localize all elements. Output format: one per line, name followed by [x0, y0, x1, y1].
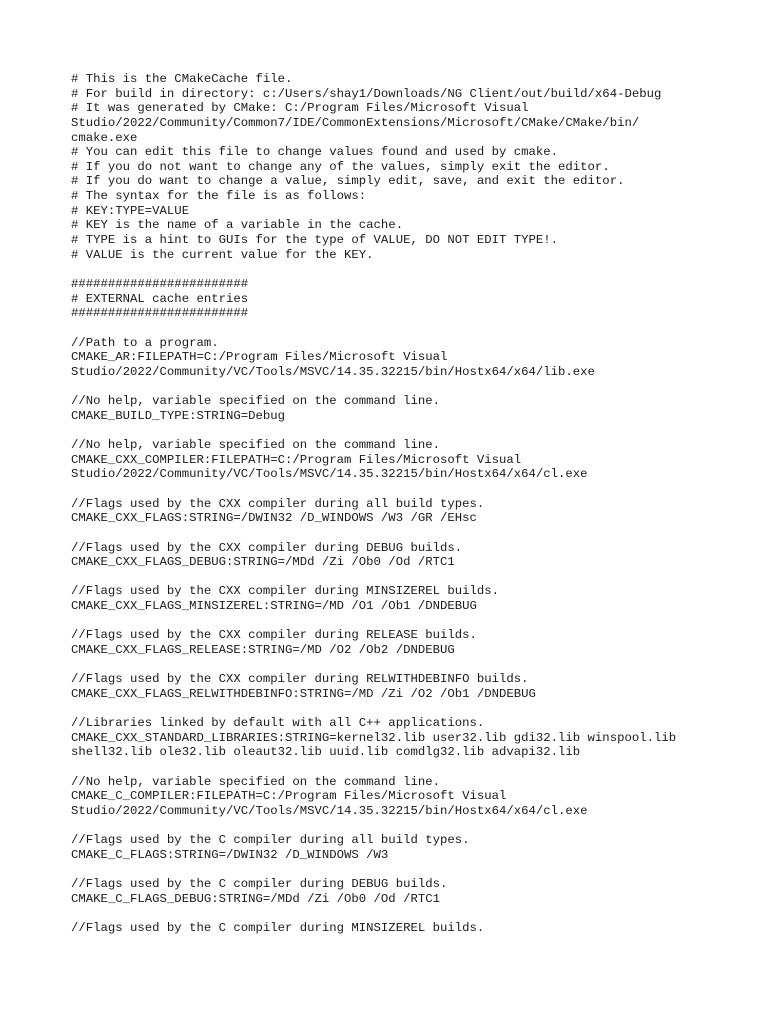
text-line [71, 423, 761, 438]
text-line: CMAKE_CXX_FLAGS_RELWITHDEBINFO:STRING=/MD /Zi /O2 /Ob1 /DNDEBUG [71, 686, 536, 701]
text-line: //No help, variable specified on the command line. [71, 438, 440, 453]
text-line: # VALUE is the current value for the KEY. [71, 247, 374, 262]
text-line [71, 760, 761, 775]
text-line: # EXTERNAL cache entries [71, 291, 249, 306]
text-line: CMAKE_C_COMPILER:FILEPATH=C:/Program Files/Microsoft Visual [71, 789, 507, 804]
text-line: //No help, variable specified on the command line. [71, 394, 440, 409]
text-line: ######################## [71, 276, 249, 291]
text-line: //Flags used by the CXX compiler during RELEASE builds. [71, 628, 477, 643]
text-line: Studio/2022/Community/VC/Tools/MSVC/14.35.32215/bin/Hostx64/x64/lib.exe [71, 364, 595, 379]
text-line: CMAKE_C_FLAGS_DEBUG:STRING=/MDd /Zi /Ob0 /Od /RTC1 [71, 891, 440, 906]
text-line [71, 863, 761, 878]
text-line: Studio/2022/Community/VC/Tools/MSVC/14.35.32215/bin/Hostx64/x64/cl.exe [71, 467, 588, 482]
text-line: CMAKE_BUILD_TYPE:STRING=Debug [71, 408, 286, 423]
text-line [71, 907, 761, 922]
text-line: CMAKE_CXX_FLAGS_RELEASE:STRING=/MD /O2 /Ob2 /DNDEBUG [71, 642, 455, 657]
text-line [71, 614, 761, 629]
text-line: CMAKE_AR:FILEPATH=C:/Program Files/Microsoft Visual [71, 350, 448, 365]
text-line [71, 379, 761, 394]
text-line [71, 658, 761, 673]
text-line [71, 321, 761, 336]
text-line [71, 819, 761, 834]
cmake-cache-text [71, 72, 761, 936]
text-line [71, 570, 761, 585]
text-line: //Flags used by the CXX compiler during DEBUG builds. [71, 540, 463, 555]
text-line: # The syntax for the file is as follows: [71, 189, 367, 204]
text-line: Studio/2022/Community/VC/Tools/MSVC/14.35.32215/bin/Hostx64/x64/cl.exe [71, 804, 588, 819]
text-line: ######################## [71, 306, 249, 321]
text-line: CMAKE_C_FLAGS:STRING=/DWIN32 /D_WINDOWS /W3 [71, 847, 389, 862]
text-line: shell32.lib ole32.lib oleaut32.lib uuid.lib comdlg32.lib advapi32.lib [71, 745, 581, 760]
text-line: # TYPE is a hint to GUIs for the type of VALUE, DO NOT EDIT TYPE!. [71, 233, 559, 248]
text-line [71, 526, 761, 541]
text-line [71, 262, 761, 277]
text-line: //Path to a program. [71, 335, 219, 350]
text-line: # It was generated by CMake: C:/Program Files/Microsoft Visual [71, 101, 529, 116]
text-line [71, 702, 761, 717]
text-line: //No help, variable specified on the command line. [71, 774, 440, 789]
text-line: //Flags used by the CXX compiler during MINSIZEREL builds. [71, 584, 500, 599]
text-line: # For build in directory: c:/Users/shay1/Downloads/NG Client/out/build/x64-Debug [71, 86, 662, 101]
text-line: # KEY:TYPE=VALUE [71, 203, 190, 218]
text-line: //Flags used by the C compiler during all build types. [71, 833, 470, 848]
text-line: //Flags used by the C compiler during MINSIZEREL builds. [71, 921, 485, 936]
text-line: # You can edit this file to change values found and used by cmake. [71, 145, 559, 160]
text-line: CMAKE_CXX_STANDARD_LIBRARIES:STRING=kernel32.lib user32.lib gdi32.lib winspool.lib [71, 730, 677, 745]
text-line: # KEY is the name of a variable in the cache. [71, 218, 404, 233]
text-line: CMAKE_CXX_COMPILER:FILEPATH=C:/Program Files/Microsoft Visual [71, 452, 522, 467]
text-line: Studio/2022/Community/Common7/IDE/CommonExtensions/Microsoft/CMake/CMake/bin/ [71, 115, 640, 130]
text-line [71, 482, 761, 497]
text-line: CMAKE_CXX_FLAGS:STRING=/DWIN32 /D_WINDOWS /W3 /GR /EHsc [71, 511, 477, 526]
text-line: //Flags used by the C compiler during DEBUG builds. [71, 877, 448, 892]
text-line: CMAKE_CXX_FLAGS_DEBUG:STRING=/MDd /Zi /Ob0 /Od /RTC1 [71, 555, 455, 570]
text-line: //Flags used by the CXX compiler during all build types. [71, 496, 485, 511]
text-line: //Libraries linked by default with all C++ applications. [71, 716, 485, 731]
text-line: # If you do not want to change any of the values, simply exit the editor. [71, 159, 610, 174]
text-line: # This is the CMakeCache file. [71, 72, 293, 86]
text-line: # If you do want to change a value, simply edit, save, and exit the editor. [71, 174, 625, 189]
text-line: CMAKE_CXX_FLAGS_MINSIZEREL:STRING=/MD /O1 /Ob1 /DNDEBUG [71, 599, 477, 614]
text-line: cmake.exe [71, 130, 138, 145]
text-line: //Flags used by the CXX compiler during RELWITHDEBINFO builds. [71, 672, 529, 687]
